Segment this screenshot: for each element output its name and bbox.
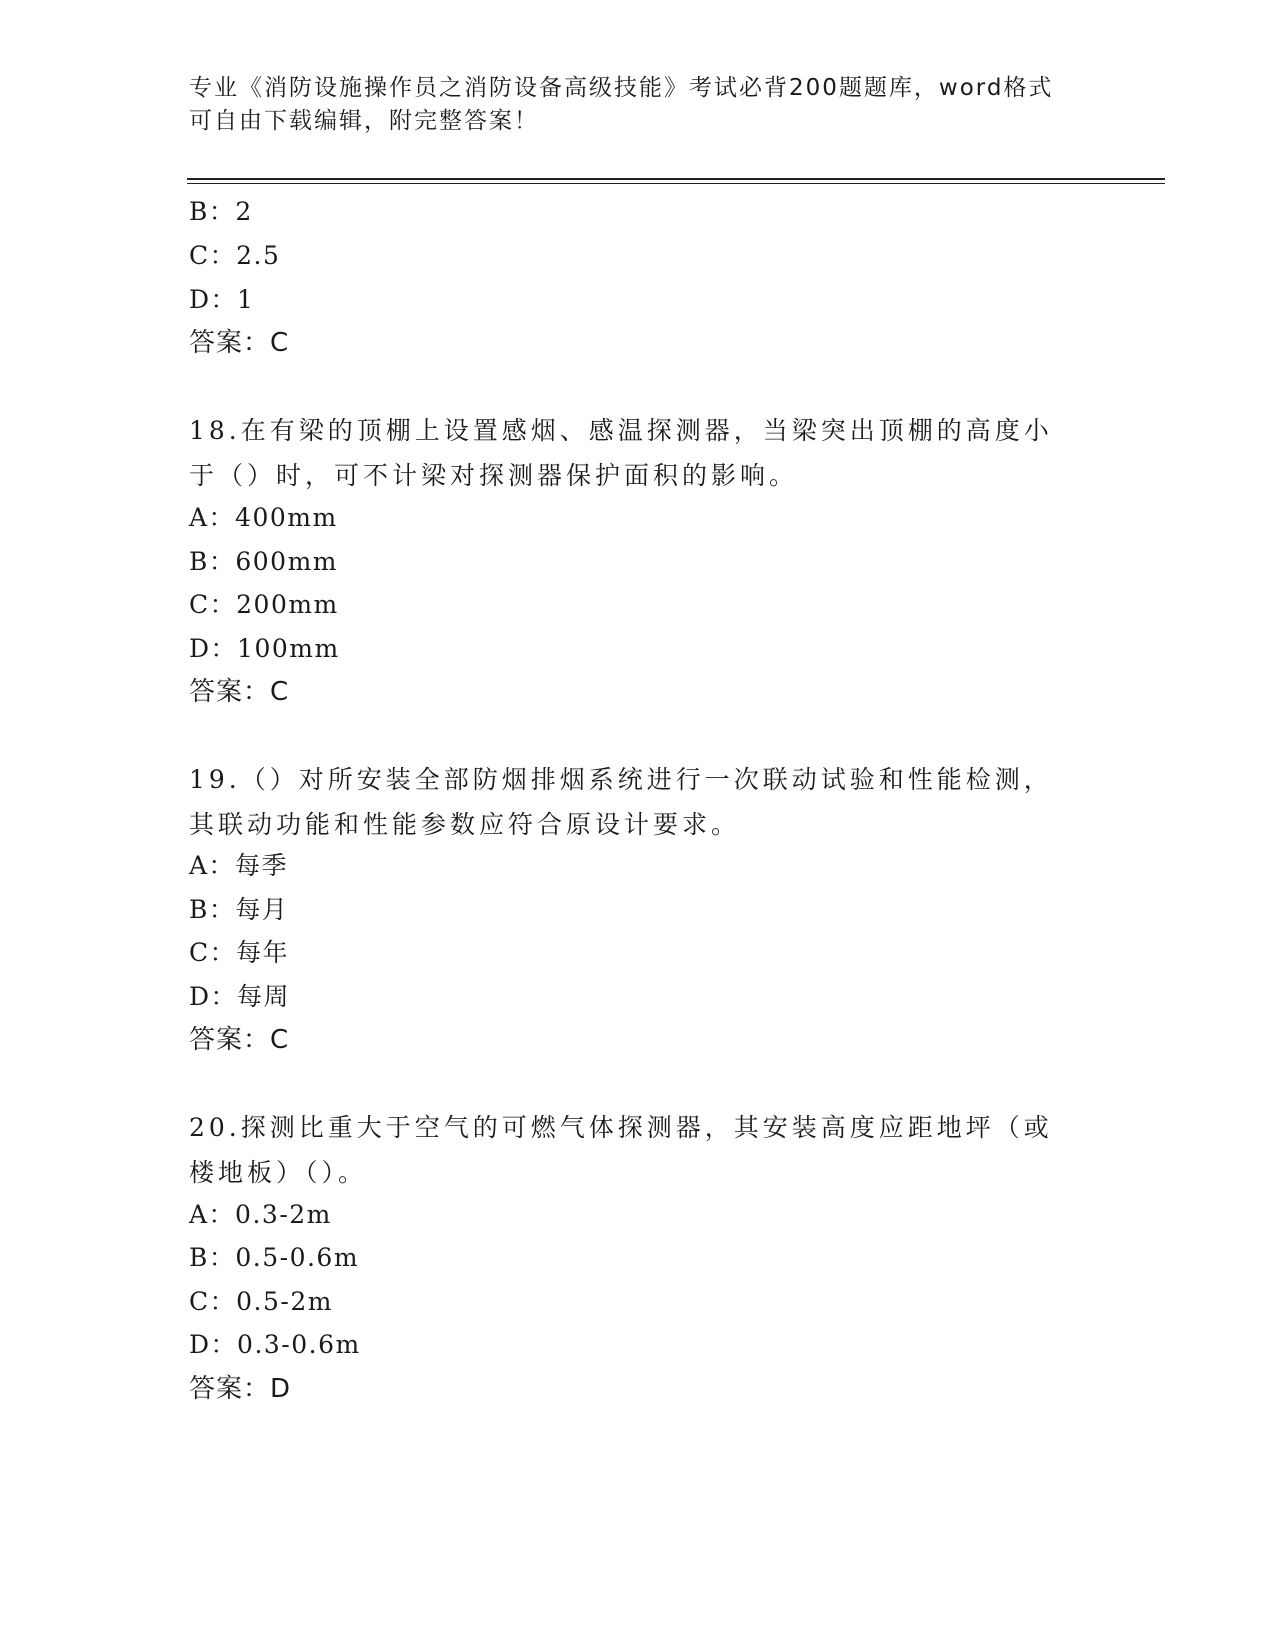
option-a: A：400mm: [189, 503, 338, 532]
option-d: D：0.3-0.6m: [189, 1330, 361, 1359]
option-b: B：0.5-0.6m: [189, 1243, 360, 1272]
option-b: B：每月: [189, 895, 289, 924]
answer: 答案：C: [189, 328, 290, 358]
question-text: 19.（）对所安装全部防烟排烟系统进行一次联动试验和性能检测，其联动功能和性能参数应符合原设计要求。: [189, 765, 1053, 839]
option-c: C：每年: [189, 938, 290, 967]
option-c: C：0.5-2m: [189, 1287, 333, 1316]
option-b: B：2: [189, 197, 253, 226]
option-a: A：每季: [189, 851, 289, 880]
option-c: C：2.5: [189, 241, 281, 270]
option-d: D：100mm: [189, 634, 340, 663]
answer: 答案：C: [189, 1025, 290, 1055]
option-c: C：200mm: [189, 590, 339, 619]
header-rule-thick: [187, 178, 1165, 180]
option-d: D：1: [189, 285, 255, 314]
document-header: 专业《消防设施操作员之消防设备高级技能》考试必背200题题库，word格式可自由下载编辑，附完整答案！: [189, 75, 1054, 134]
option-d: D：每周: [189, 982, 291, 1011]
header-rule-thin: [187, 183, 1165, 184]
question-text: 20.探测比重大于空气的可燃气体探测器，其安装高度应距地坪（或楼地板）（）。: [189, 1113, 1053, 1187]
option-a: A：0.3-2m: [189, 1200, 332, 1229]
answer: 答案：D: [189, 1374, 292, 1404]
option-b: B：600mm: [189, 547, 339, 576]
answer: 答案：C: [189, 677, 290, 707]
question-text: 18.在有梁的顶棚上设置感烟、感温探测器，当梁突出顶棚的高度小于（）时，可不计梁对探测器保护面积的影响。: [189, 416, 1053, 490]
